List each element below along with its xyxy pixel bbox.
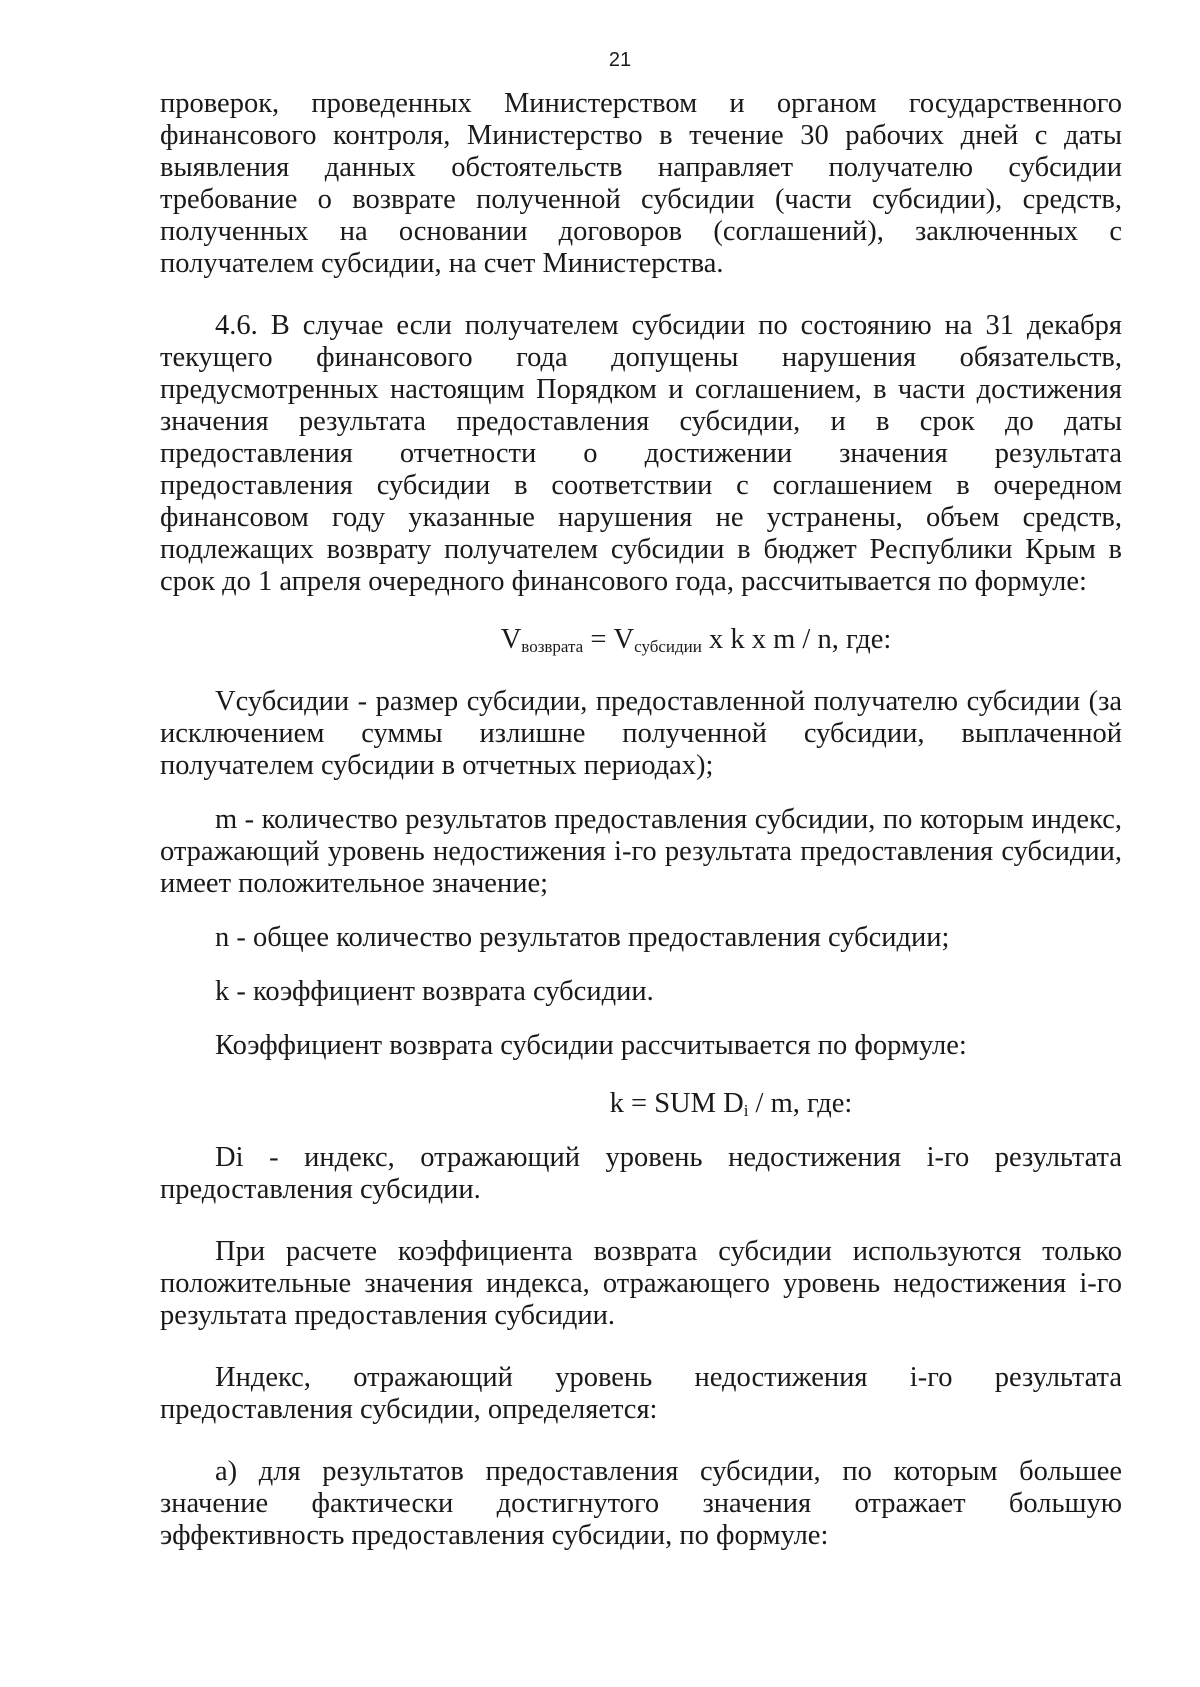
paragraph-k-formula-intro: Коэффициент возврата субсидии рассчитывается по формуле:	[215, 1030, 967, 1061]
paragraph-item-a: а) для результатов предоставления субсидии, по которым большее значение фактически достигнутого значения отражает большую эффективность предоставления субсидии, по формуле:	[160, 1456, 1122, 1551]
formula-sub-subsidii: субсидии	[634, 637, 702, 656]
page-number: 21	[608, 49, 632, 71]
paragraph-index-defined: Индекс, отражающий уровень недостижения i-го результата предоставления субсидии, определяется:	[160, 1362, 1122, 1425]
formula-k-lhs: k = SUM D	[609, 1088, 744, 1119]
formula-sub-vozvrata: возврата	[521, 637, 584, 656]
definition-m: m - количество результатов предоставления субсидии, по которым индекс, отражающий уровень недостижения i-го результата предоставления субсидии, имеет положительное значение;	[160, 804, 1122, 899]
document-body	[160, 88, 1122, 1552]
definition-di: Di - индекс, отражающий уровень недостижения i-го результата предоставления субсидии.	[160, 1142, 1122, 1205]
formula-eq: = V	[583, 624, 635, 655]
formula-rest: x k x m / n, где:	[701, 624, 892, 655]
paragraph-positive-values: При расчете коэффициента возврата субсидии используются только положительные значения индекса, отражающего уровень недостижения i-го результата предоставления субсидии.	[160, 1236, 1122, 1331]
paragraph-4-6: 4.6. В случае если получателем субсидии по состоянию на 31 декабря текущего финансового года допущены нарушения обязательств, предусмотренных настоящим Порядком и соглашением, в части достижения значения результата предоставления субсидии, и в срок до даты предоставления отчетности о достижении значения результата предоставления субсидии в соответствии с соглашением в очередном финансовом году указанные нарушения не устранены, объем средств, подлежащих возврату получателем субсидии в бюджет Республики Крым в срок до 1 апреля очередного финансового года, рассчитывается по формуле:	[160, 310, 1122, 597]
definition-n: n - общее количество результатов предоставления субсидии;	[215, 922, 950, 953]
formula-k	[160, 1088, 1122, 1120]
formula-k-rest: / m, где:	[748, 1088, 853, 1119]
definition-k: k - коэффициент возврата субсидии.	[215, 976, 654, 1007]
formula-v1: V	[500, 624, 522, 655]
paragraph-continuation: проверок, проведенных Министерством и органом государственного финансового контроля, Министерство в течение 30 рабочих дней с даты выявления данных обстоятельств направляет получателю субсидии требование о возврате полученной субсидии (части субсидии), средств, полученных на основании договоров (соглашений), заключенных с получателем субсидии, на счет Министерства.	[160, 88, 1122, 279]
definition-vsubsidii: Vсубсидии - размер субсидии, предоставленной получателю субсидии (за исключением суммы излишне полученной субсидии, выплаченной получателем субсидии в отчетных периодах);	[160, 686, 1122, 781]
formula-refund-volume	[160, 624, 1122, 656]
formula-k-sub: i	[743, 1101, 749, 1120]
